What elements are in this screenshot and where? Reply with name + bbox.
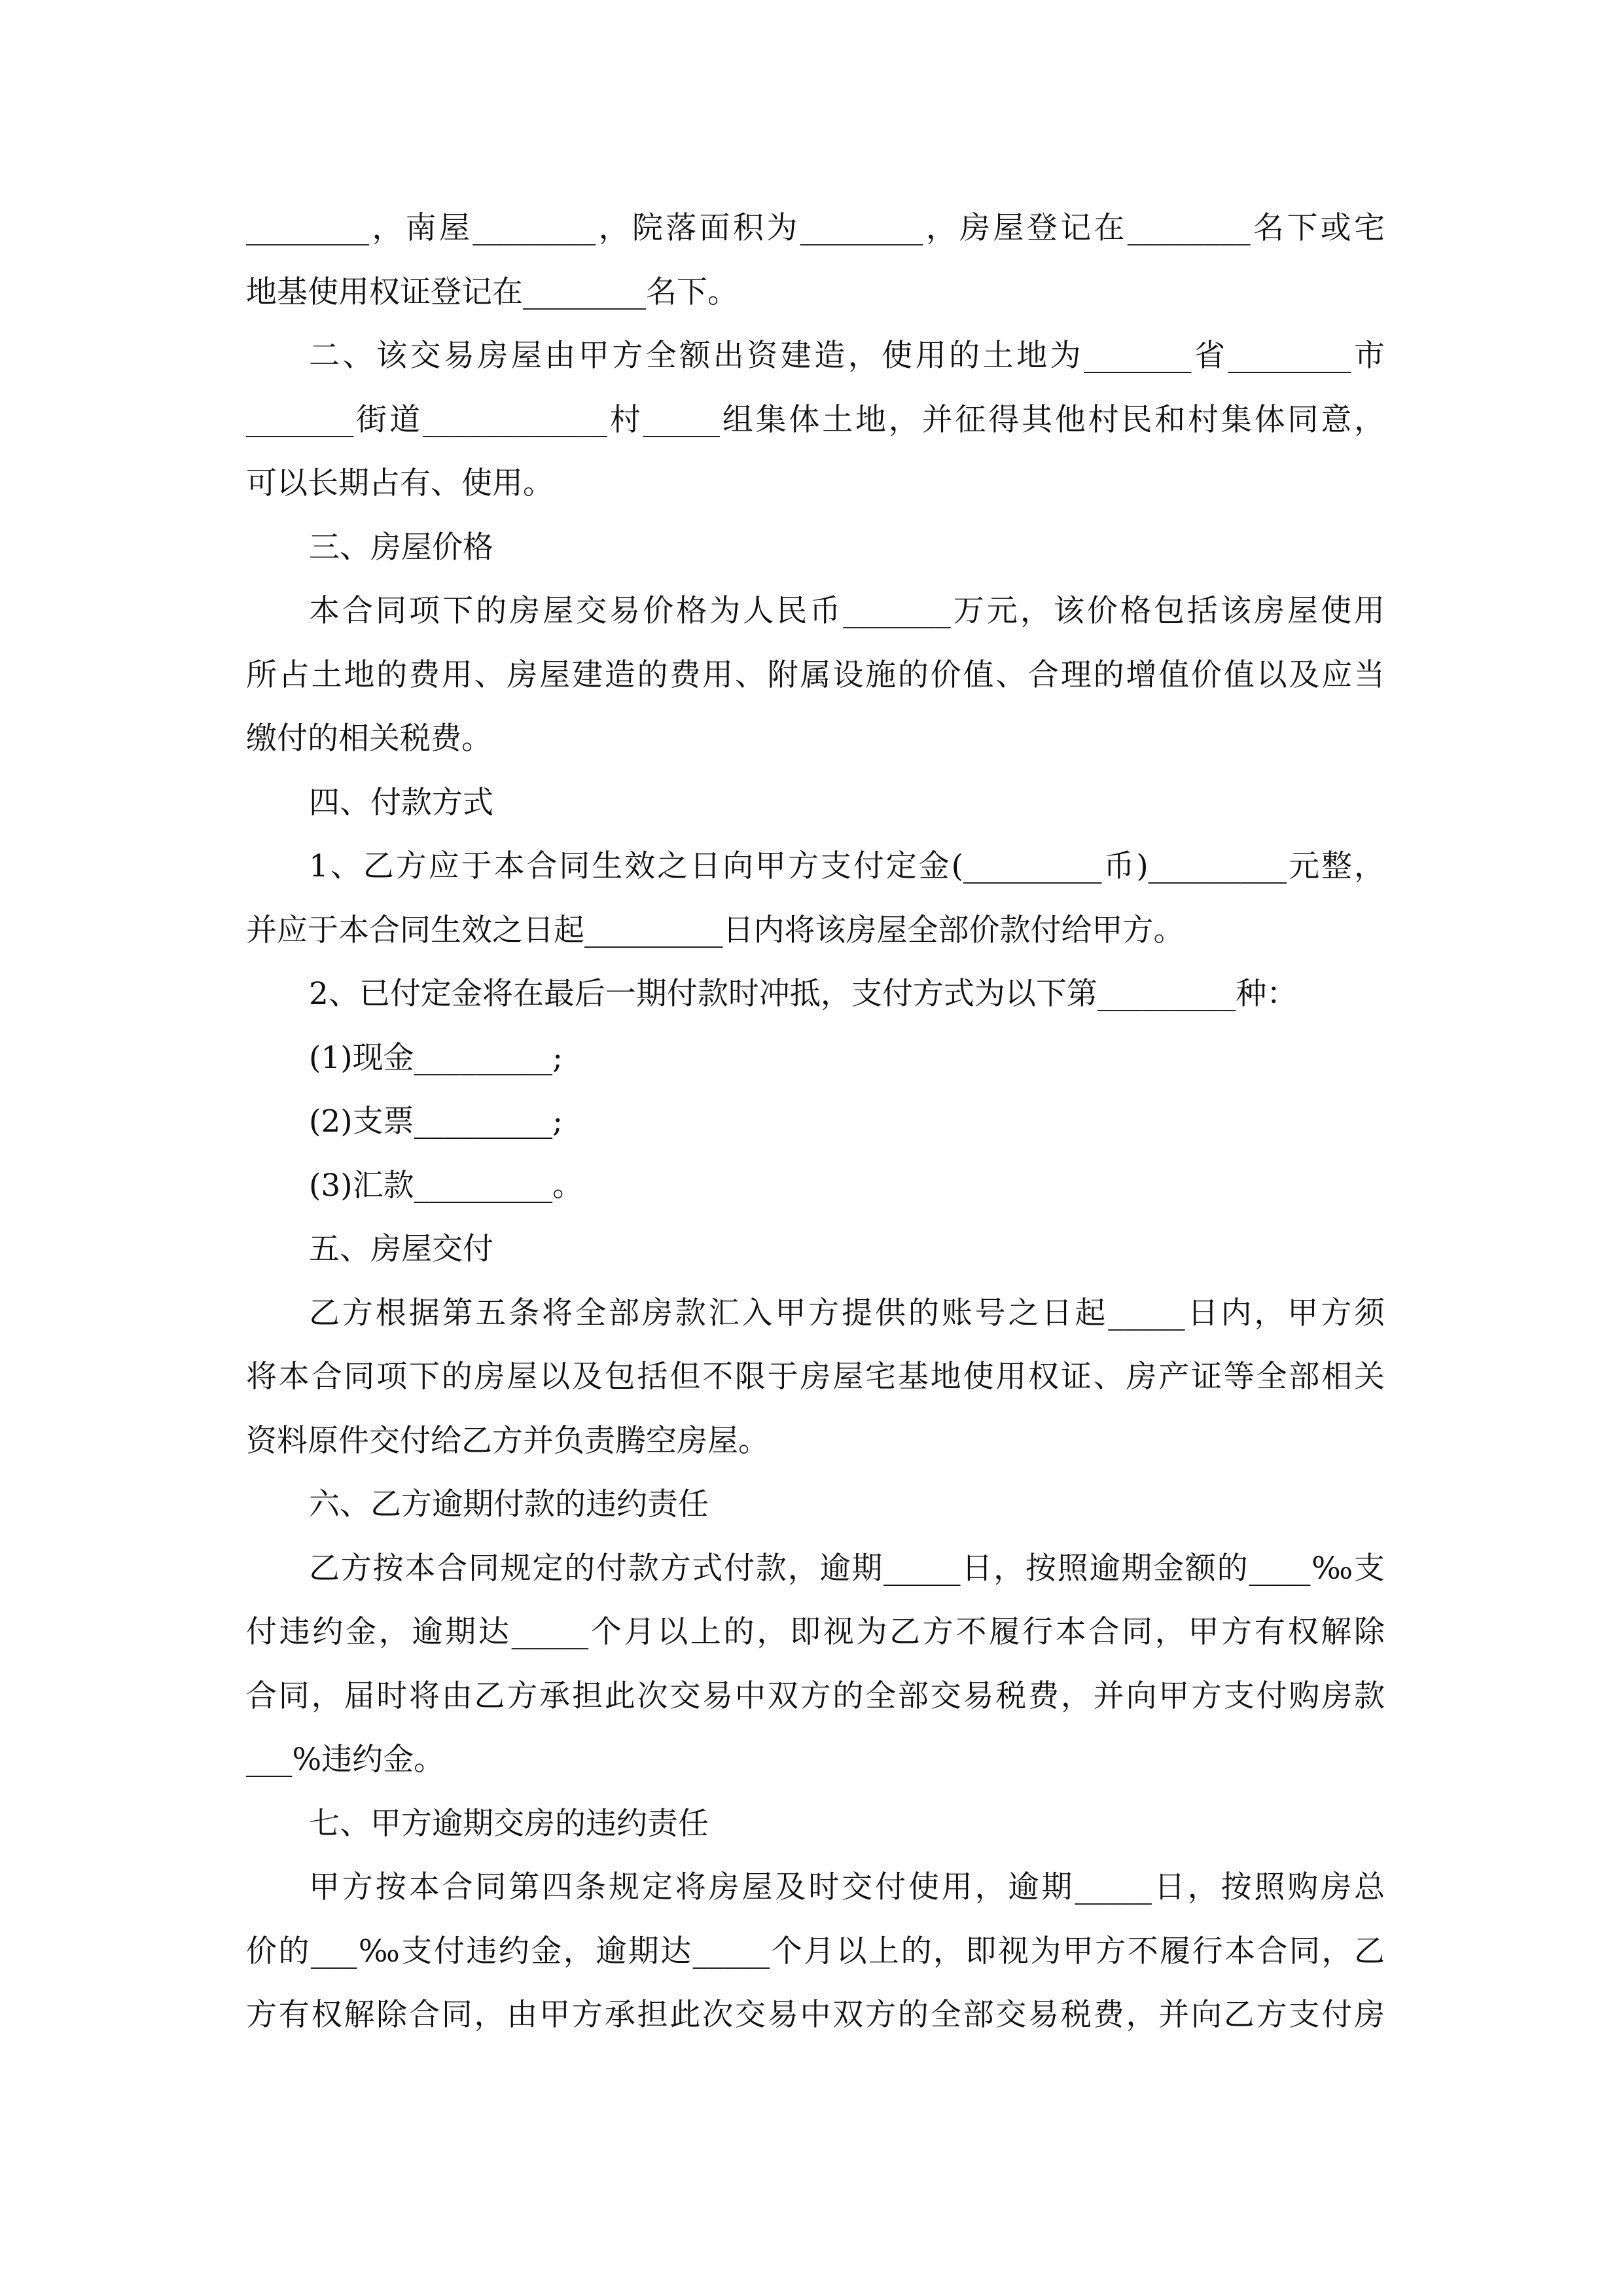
buyer-default-line: 乙方按本合同规定的付款方式付款，逾期_____日，按照逾期金额的____‰支	[309, 1550, 1385, 1587]
delivery-paragraph-line: 乙方根据第五条将全部房款汇入甲方提供的账号之日起_____日内，甲方须	[309, 1295, 1385, 1331]
seller-default-line: 价的___‰支付违约金，逾期达_____个月以上的，即视为甲方不履行本合同，乙	[246, 1933, 1385, 1969]
delivery-paragraph-line: 将本合同项下的房屋以及包括但不限于房屋宅基地使用权证、房产证等全部相关	[246, 1359, 1385, 1395]
buyer-default-line: ___%违约金。	[246, 1742, 445, 1778]
price-paragraph-line: 本合同项下的房屋交易价格为人民币_______万元，该价格包括该房屋使用	[309, 593, 1385, 629]
buyer-default-line: 付违约金，逾期达_____个月以上的，即视为乙方不履行本合同，甲方有权解除	[246, 1614, 1385, 1650]
section-heading-price: 三、房屋价格	[309, 529, 493, 565]
payment-item-2-line: 2、已付定金将在最后一期付款时冲抵，支付方式为以下第_________种：	[309, 976, 1298, 1012]
seller-default-line: 方有权解除合同，由甲方承担此次交易中双方的全部交易税费，并向乙方支付房	[246, 1997, 1385, 2033]
payment-option-transfer: (3)汇款_________。	[309, 1167, 584, 1204]
payment-item-1-line: 1、乙方应于本合同生效之日向甲方支付定金(_________币)_________元整，	[309, 848, 1385, 884]
paragraph-line: ________，南屋________，院落面积为________，房屋登记在________名下或宅	[246, 210, 1385, 246]
price-paragraph-line: 缴付的相关税费。	[246, 721, 492, 757]
price-paragraph-line: 所占土地的费用、房屋建造的费用、附属设施的价值、合理的增值价值以及应当	[246, 656, 1385, 693]
seller-default-line: 甲方按本合同第四条规定将房屋及时交付使用，逾期_____日，按照购房总	[309, 1869, 1385, 1905]
clause-2-line: 可以长期占有、使用。	[246, 465, 554, 501]
payment-item-1-line: 并应于本合同生效之日起_________日内将该房屋全部价款付给甲方。	[246, 912, 1185, 948]
section-heading-delivery: 五、房屋交付	[309, 1231, 493, 1267]
section-heading-buyer-default: 六、乙方逾期付款的违约责任	[309, 1486, 709, 1522]
payment-option-cash: (1)现金_________;	[309, 1039, 563, 1076]
clause-2-line: 二、该交易房屋由甲方全额出资建造，使用的土地为_______省________市	[309, 338, 1385, 374]
buyer-default-line: 合同，届时将由乙方承担此次交易中双方的全部交易税费，并向甲方支付购房款	[246, 1677, 1385, 1714]
payment-option-cheque: (2)支票_________;	[309, 1103, 563, 1139]
section-heading-payment: 四、付款方式	[309, 784, 493, 821]
section-heading-seller-default: 七、甲方逾期交房的违约责任	[309, 1805, 709, 1842]
paragraph-line: 地基使用权证登记在________名下。	[246, 274, 738, 310]
contract-body	[246, 196, 1385, 2047]
clause-2-line: _______街道____________村_____组集体土地，并征得其他村民和村集体同意，	[246, 401, 1385, 438]
delivery-paragraph-line: 资料原件交付给乙方并负责腾空房屋。	[246, 1422, 769, 1459]
